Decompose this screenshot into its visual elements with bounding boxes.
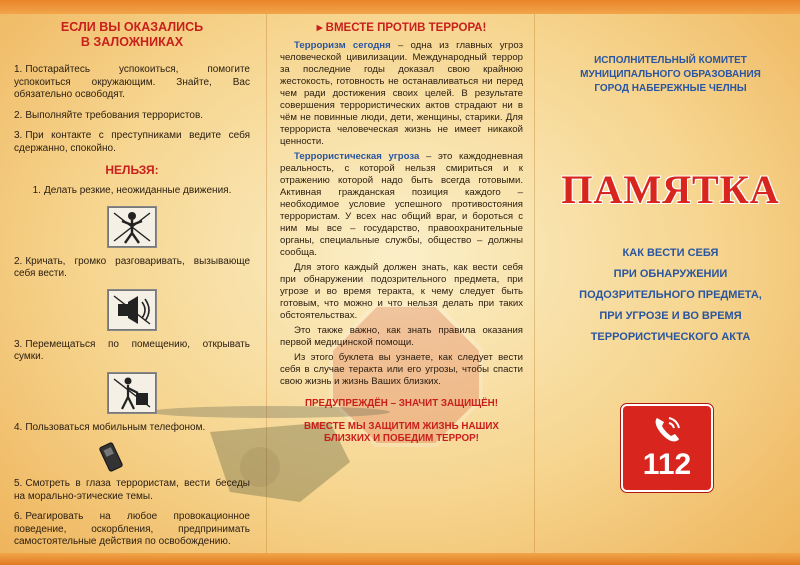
memo-subtitle — [553, 243, 788, 348]
paragraph-know: Для этого каждый должен знать, как вести себя при обнаружении подозрительного предмета, при угрозе и во время теракта, к чему следует быть готовым, что можно и что нельзя делать при таких обстоятельствах. — [280, 262, 523, 321]
subtitle-line4: ПРИ УГРОЗЕ И ВО ВРЕМЯ — [599, 310, 742, 322]
phone-icon — [651, 414, 683, 444]
forbidden-item-2 — [14, 256, 250, 281]
advice-text: Выполняйте требования террористов. — [25, 109, 204, 121]
advice-text: При контакте с преступниками ведите себя сдержанно, спокойно. — [14, 130, 250, 154]
forbidden-text: Пользоваться мобильным телефоном. — [25, 421, 206, 433]
together-panel — [280, 20, 523, 549]
emergency-number: 112 — [642, 448, 692, 481]
term-terrorism: Терроризм сегодня — [294, 40, 391, 51]
paragraph-terrorism — [280, 40, 523, 148]
no-opening-bags-icon — [107, 372, 157, 414]
forbidden-num: 5. — [14, 478, 23, 489]
forbidden-text: Перемещаться по помещению, открывать сумки. — [14, 338, 250, 362]
forbidden-num: 3. — [14, 338, 23, 350]
advice-item-2 — [14, 110, 250, 123]
paragraph-terrorism-text: – одна из главных угроз человеческой цивилизации. Международный террор за последние годы доказал свою крайнюю жестокость, готовность не останавливаться ни перед чем ради достижения своих целей. В результате совершения террористических актов страдают ни в чём не повинные люди, дети, женщины, старики. Для террориста человеческая жизнь не имеет никакой ценности. — [280, 40, 523, 147]
paragraph-threat — [280, 151, 523, 259]
forbidden-num: 4. — [14, 421, 23, 433]
forbidden-item-6 — [14, 511, 250, 549]
forbidden-text: Кричать, громко разговаривать, вызывающе себя вести. — [14, 255, 250, 279]
forbidden-item-1 — [14, 185, 250, 198]
paragraph-booklet: Из этого буклета вы узнаете, как следует вести себя в случае теракта или его угрозы, чтобы спасти свою жизнь и жизнь Ваших близких. — [280, 352, 523, 387]
slogan-forewarned: ПРЕДУПРЕЖДЁН – ЗНАЧИТ ЗАЩИЩЁН! — [304, 398, 499, 409]
forbidden-item-4 — [14, 422, 250, 435]
forbidden-num: 2. — [14, 255, 23, 267]
committee-line3: ГОРОД НАБЕРЕЖНЫЕ ЧЕЛНЫ — [594, 83, 747, 94]
forbidden-item-5 — [14, 478, 250, 503]
forbidden-text: Делать резкие, неожиданные движения. — [43, 185, 232, 196]
together-title: ▸ ВМЕСТЕ ПРОТИВ ТЕРРОРА! — [316, 22, 487, 34]
fold-line-1 — [266, 14, 267, 553]
committee-name — [553, 54, 788, 96]
term-threat: Террористическая угроза — [294, 151, 420, 162]
forbidden-item-3 — [14, 339, 250, 364]
committee-line1: ИСПОЛНИТЕЛЬНЫЙ КОМИТЕТ — [594, 55, 747, 66]
advice-item-3 — [14, 130, 250, 155]
emergency-badge — [621, 404, 713, 492]
advice-num: 1. — [14, 64, 23, 75]
no-shouting-icon — [107, 289, 157, 331]
hostage-panel — [14, 20, 250, 549]
hostage-title — [14, 20, 250, 50]
no-sudden-moves-icon — [107, 206, 157, 248]
fold-line-2 — [534, 14, 535, 553]
paragraph-threat-text: – это каждодневная реальность, с которой нельзя смириться и к отражению которой надо быть всегда готовыми. Активная гражданская позиция каждого – необходимое условие успешного противостояния террористам. У всех нас общий враг, и бороться с ним мы все – государство, правоохранительные органы, специальные службы, общество – должны сообща. — [280, 151, 523, 258]
forbidden-num: 1. — [32, 185, 41, 196]
advice-item-1 — [14, 64, 250, 102]
advice-num: 3. — [14, 130, 23, 141]
subtitle-line2: ПРИ ОБНАРУЖЕНИИ — [613, 268, 728, 280]
forbidden-title: НЕЛЬЗЯ: — [105, 163, 159, 177]
advice-text: Постарайтесь успокоиться, помогите успокоиться окружающим. Знайте, Вас обязательно освободят. — [14, 64, 250, 100]
subtitle-line5: ТЕРРОРИСТИЧЕСКОГО АКТА — [590, 331, 751, 343]
hostage-title-line1: ЕСЛИ ВЫ ОКАЗАЛИСЬ — [60, 20, 204, 34]
top-band — [0, 0, 800, 14]
advice-num: 2. — [14, 109, 23, 121]
forbidden-text: Смотреть в глаза террористам, вести беседы на морально-этические темы. — [14, 478, 250, 502]
subtitle-line3: ПОДОЗРИТЕЛЬНОГО ПРЕДМЕТА, — [579, 289, 762, 301]
hostage-title-line2: В ЗАЛОЖНИКАХ — [80, 35, 184, 49]
paragraph-first-aid: Это также важно, как знать правила оказания первой медицинской помощи. — [280, 325, 523, 348]
memo-title: ПАМЯТКА — [561, 167, 780, 212]
cover-panel — [553, 20, 788, 549]
committee-line2: МУНИЦИПАЛЬНОГО ОБРАЗОВАНИЯ — [580, 69, 761, 80]
mobile-phone-icon — [94, 442, 132, 472]
forbidden-text: Реагировать на любое провокационное поведение, оскорбления, предпринимать самостоятельные действия по освобождению. — [14, 511, 250, 547]
subtitle-line1: КАК ВЕСТИ СЕБЯ — [622, 247, 719, 259]
slogan-together: ВМЕСТЕ МЫ ЗАЩИТИМ ЖИЗНЬ НАШИХ БЛИЗКИХ И ПОБЕДИМ ТЕРРОР! — [304, 420, 499, 444]
forbidden-num: 6. — [14, 511, 23, 522]
bottom-band — [0, 553, 800, 565]
